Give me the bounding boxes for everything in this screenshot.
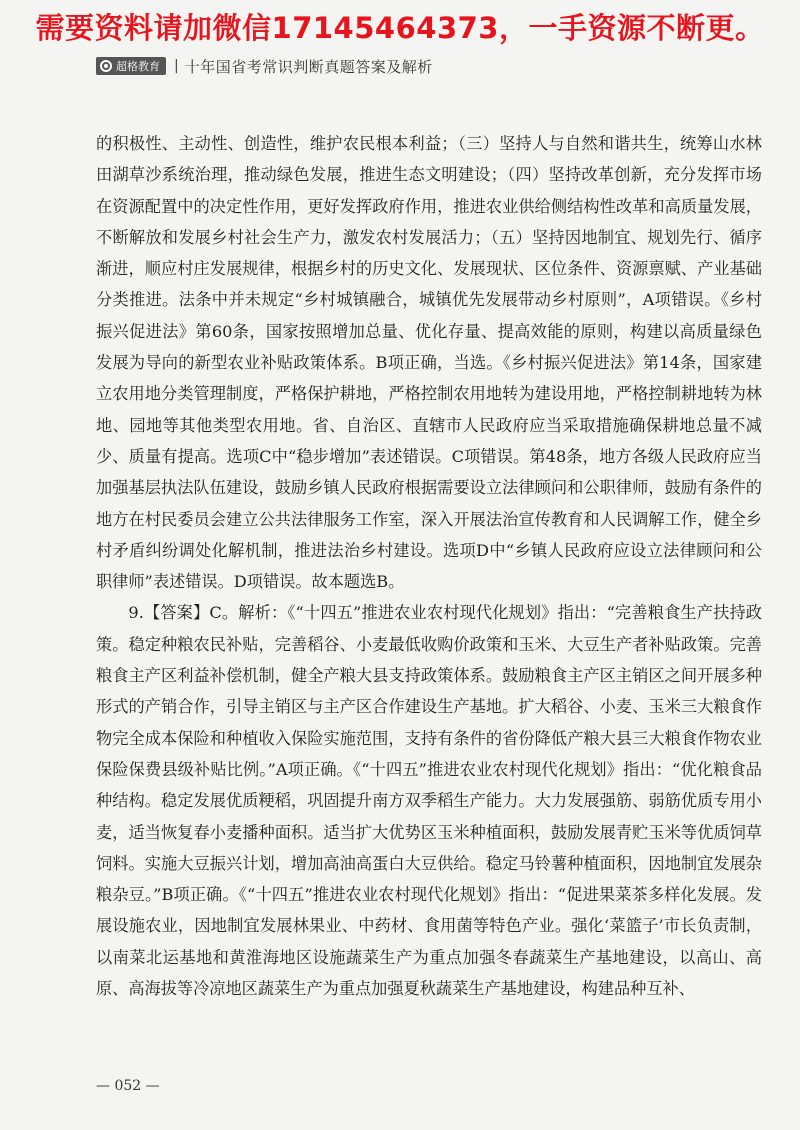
page-content [96,128,762,1004]
logo-text: 超格教育 [116,60,160,73]
book-title: 十年国省考常识判断真题答案及解析 [184,57,433,76]
answer-explanation-paragraph: 的积极性、主动性、创造性，维护农民根本利益；（三）坚持人与自然和谐共生，统筹山水林田湖草沙系统治理，推动绿色发展，推进生态文明建设；（四）坚持改革创新，充分发挥市场在资源配置中的决定性作用，更好发挥政府作用，推进农业供给侧结构性改革和高质量发展，不断解放和发展乡村社会生产力，激发农村发展活力；（五）坚持因地制宜、规划先行、循序渐进，顺应村庄发展规律，根据乡村的历史文化、发展现状、区位条件、资源禀赋、产业基础分类推进。法条中并未规定“乡村城镇融合，城镇优先发展带动乡村原则”，A项错误。《乡村振兴促进法》第60条，国家按照增加总量、优化存量、提高效能的原则，构建以高质量绿色发展为导向的新型农业补贴政策体系。B项正确，当选。《乡村振兴促进法》第14条，国家建立农用地分类管理制度，严格保护耕地，严格控制农用地转为建设用地，严格控制耕地转为林地、园地等其他类型农用地。省、自治区、直辖市人民政府应当采取措施确保耕地总量不减少、质量有提高。选项C中“稳步增加”表述错误。C项错误。第48条，地方各级人民政府应当加强基层执法队伍建设，鼓励乡镇人民政府根据需要设立法律顾问和公职律师，鼓励有条件的地方在村民委员会建立公共法律服务工作室，深入开展法治宣传教育和人民调解工作，健全乡村矛盾纠纷调处化解机制，推进法治乡村建设。选项D中“乡镇人民政府应设立法律顾问和公职律师”表述错误。D项错误。故本题选B。 [96,134,762,592]
publisher-logo [96,57,166,75]
logo-icon [100,60,112,72]
page-number: — 052 — [96,1078,160,1094]
wechat-promo-banner: 需要资料请加微信17145464373，一手资源不断更。 [35,11,765,45]
question-9-explanation: 9.【答案】C。解析：《“十四五”推进农业农村现代化规划》指出：“完善粮食生产扶持政策。稳定种粮农民补贴，完善稻谷、小麦最低收购价政策和玉米、大豆生产者补贴政策。完善粮食主产区利益补偿机制，健全产粮大县支持政策体系。鼓励粮食主产区主销区之间开展多种形式的产销合作，引导主销区与主产区合作建设生产基地。扩大稻谷、小麦、玉米三大粮食作物完全成本保险和种植收入保险实施范围，支持有条件的省份降低产粮大县三大粮食作物农业保险保费县级补贴比例。”A项正确。《“十四五”推进农业农村现代化规划》指出：“优化粮食品种结构。稳定发展优质粳稻，巩固提升南方双季稻生产能力。大力发展强筋、弱筋优质专用小麦，适当恢复春小麦播种面积。适当扩大优势区玉米种植面积，鼓励发展青贮玉米等优质饲草饲料。实施大豆振兴计划，增加高油高蛋白大豆供给。稳定马铃薯种植面积，因地制宜发展杂粮杂豆。”B项正确。《“十四五”推进农业农村现代化规划》指出：“促进果菜茶多样化发展。发展设施农业，因地制宜发展林果业、中药材、食用菌等特色产业。强化‘菜篮子’市长负责制，以南菜北运基地和黄淮海地区设施蔬菜生产为重点加强冬春蔬菜生产基地建设，以高山、高原、高海拔等冷凉地区蔬菜生产为重点加强夏秋蔬菜生产基地建设，构建品种互补、 [96,603,762,999]
page-header [96,56,433,76]
header-separator: | [174,58,179,74]
